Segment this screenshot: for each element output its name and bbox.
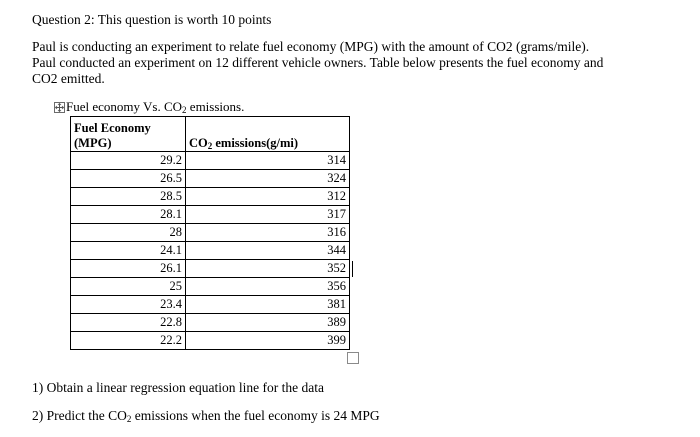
table-row <box>71 224 350 242</box>
mpg-cell: 28.1 <box>71 206 186 224</box>
mpg-cell: 28 <box>71 224 186 242</box>
co2-cell: 352 <box>186 260 350 278</box>
header-fuel-economy: Fuel Economy (MPG) <box>71 117 186 152</box>
question-header: Question 2: This question is worth 10 points <box>32 12 272 27</box>
intro-line-3: CO2 emitted. <box>32 71 105 86</box>
table-row <box>71 206 350 224</box>
mpg-cell: 26.5 <box>71 170 186 188</box>
table-header-row <box>71 117 350 152</box>
mpg-cell: 24.1 <box>71 242 186 260</box>
mpg-cell: 28.5 <box>71 188 186 206</box>
co2-cell: 316 <box>186 224 350 242</box>
co2-cell: 312 <box>186 188 350 206</box>
intro-line-1: Paul is conducting an experiment to relate fuel economy (MPG) with the amount of CO2 (grams/mile). <box>32 39 590 54</box>
table-row <box>71 314 350 332</box>
co2-cell: 344 <box>186 242 350 260</box>
caption-text: Fuel economy Vs. $CO_2$ emissions. <box>66 99 245 115</box>
table-row <box>71 278 350 296</box>
co2-cell: 381 <box>186 296 350 314</box>
mpg-cell: 26.1 <box>71 260 186 278</box>
table-row <box>71 152 350 170</box>
header-co2-emissions: $CO_2$ emissions(g/mi) <box>186 117 350 152</box>
table-caption <box>54 99 244 115</box>
question-part-1: 1) Obtain a linear regression equation line for the data <box>32 380 325 395</box>
co2-cell: 356 <box>186 278 350 296</box>
table-resize-handle-icon[interactable] <box>347 352 359 364</box>
intro-line-2: Paul conducted an experiment on 12 different vehicle owners. Table below presents the fuel economy and <box>32 55 604 70</box>
table-row <box>71 170 350 188</box>
table-row <box>71 260 350 278</box>
intro-paragraph <box>32 39 672 87</box>
fuel-co2-table <box>70 116 350 350</box>
table-move-handle-icon[interactable] <box>54 102 65 113</box>
co2-cell: 317 <box>186 206 350 224</box>
co2-cell: 324 <box>186 170 350 188</box>
mpg-cell: 29.2 <box>71 152 186 170</box>
question-part-2: 2) Predict the $CO_2$ emissions when the fuel economy is 24 MPG <box>32 408 380 424</box>
mpg-cell: 22.8 <box>71 314 186 332</box>
table-row <box>71 296 350 314</box>
co2-cell: 399 <box>186 332 350 350</box>
table-row <box>71 188 350 206</box>
table-row <box>71 332 350 350</box>
text-cursor <box>352 261 353 277</box>
co2-cell: 314 <box>186 152 350 170</box>
co2-cell: 389 <box>186 314 350 332</box>
mpg-cell: 25 <box>71 278 186 296</box>
table-row <box>71 242 350 260</box>
mpg-cell: 23.4 <box>71 296 186 314</box>
mpg-cell: 22.2 <box>71 332 186 350</box>
